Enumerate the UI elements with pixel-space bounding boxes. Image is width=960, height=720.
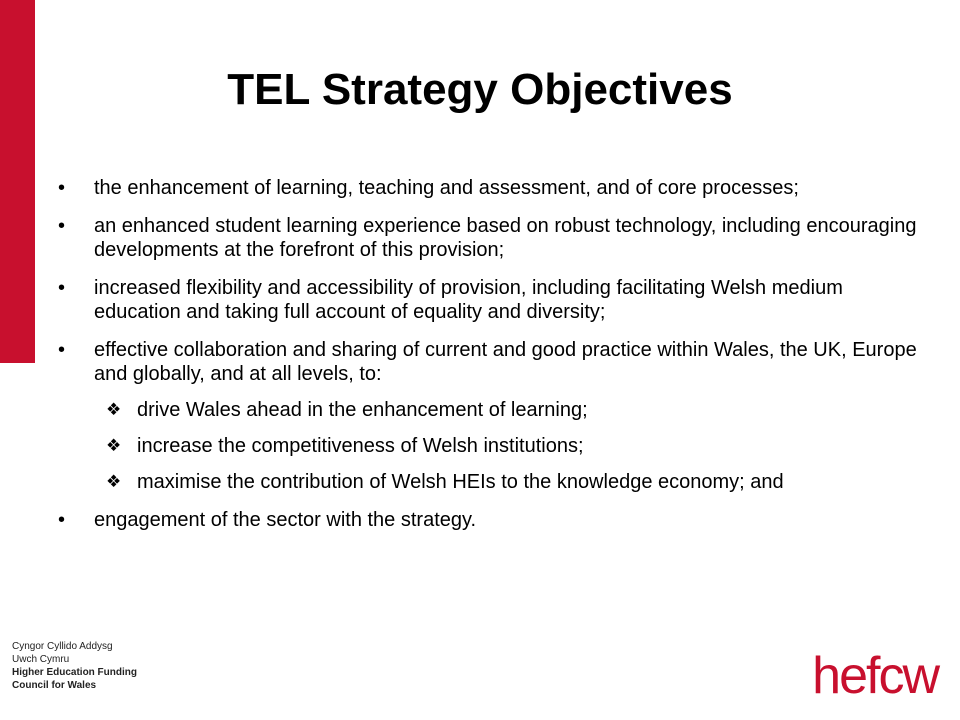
list-item	[58, 338, 918, 494]
footer-line-welsh-2: Uwch Cymru	[12, 654, 70, 665]
bullet-dot-icon: •	[58, 177, 66, 199]
diamond-bullet-icon: ❖	[106, 400, 122, 419]
diamond-bullet-icon: ❖	[106, 472, 122, 491]
sub-list-item	[94, 434, 918, 458]
sub-bullet-text: maximise the contribution of Welsh HEIs to the knowledge economy; and	[137, 471, 784, 493]
sub-objectives-list	[94, 398, 918, 494]
bullet-dot-icon: •	[58, 339, 66, 361]
sub-list-item	[94, 398, 918, 422]
footer-line-english-1: Higher Education Funding	[12, 667, 137, 678]
diamond-bullet-icon: ❖	[106, 436, 122, 455]
sub-list-item	[94, 470, 918, 494]
list-item	[58, 508, 918, 532]
bullet-text: the enhancement of learning, teaching and assessment, and of core processes;	[94, 177, 799, 199]
organisation-name	[12, 640, 137, 692]
list-item	[58, 176, 918, 200]
hefcw-logo: hefcw	[812, 647, 938, 705]
sub-bullet-text: drive Wales ahead in the enhancement of learning;	[137, 399, 588, 421]
list-item	[58, 214, 918, 262]
bullet-text: effective collaboration and sharing of current and good practice within Wales, the UK, Europe and globally, and at all levels, to:	[94, 339, 917, 385]
footer-line-welsh-1: Cyngor Cyllido Addysg	[12, 641, 113, 652]
bullet-dot-icon: •	[58, 277, 66, 299]
list-item	[58, 276, 918, 324]
bullet-text: an enhanced student learning experience based on robust technology, including encouraging developments at the forefront of this provision;	[94, 215, 917, 261]
bullet-text: increased flexibility and accessibility of provision, including facilitating Welsh medium education and taking full account of equality and diversity;	[94, 277, 843, 323]
objectives-list	[58, 176, 918, 546]
bullet-text: engagement of the sector with the strategy.	[94, 509, 477, 531]
accent-bar	[0, 0, 35, 363]
sub-bullet-text: increase the competitiveness of Welsh institutions;	[137, 435, 584, 457]
footer-line-english-2: Council for Wales	[12, 680, 97, 691]
bullet-dot-icon: •	[58, 215, 66, 237]
bullet-dot-icon: •	[58, 509, 66, 531]
slide-title: TEL Strategy Objectives	[227, 65, 733, 114]
